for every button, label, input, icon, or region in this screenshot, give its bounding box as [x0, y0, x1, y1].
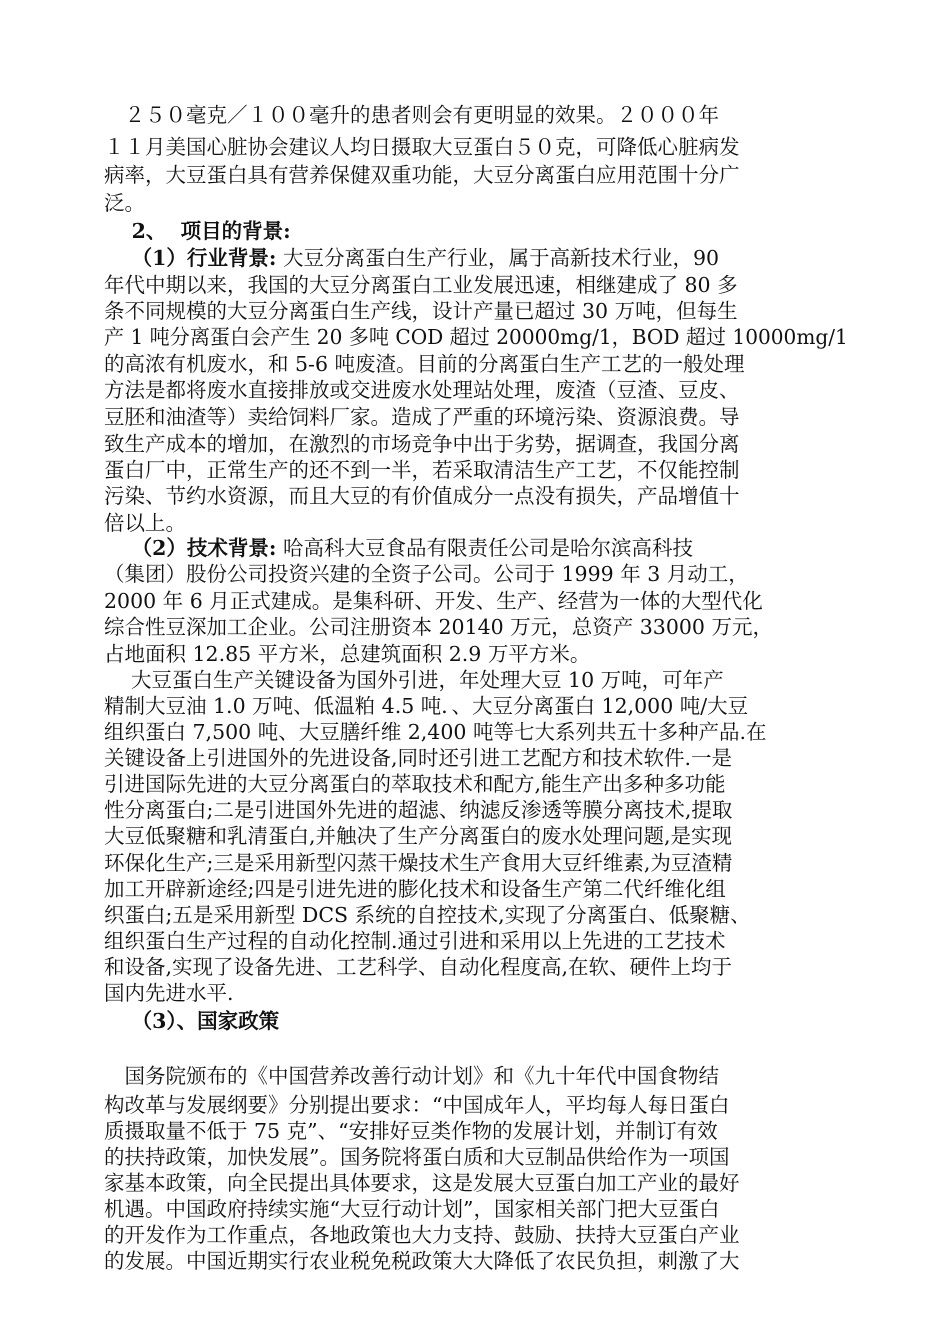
text-line [104, 535, 693, 561]
text-line: 致生产成本的增加，在激烈的市场竞争中出于劣势，据调查，我国分离 [104, 432, 740, 456]
section-heading: 2、 项目的背景: [104, 219, 291, 243]
text-line: 2000 年 6 月正式建成。是集科研、开发、生产、经营为一体的大型代化 [104, 589, 763, 613]
text-line: 占地面积 12.85 平方米，总建筑面积 2.9 万平方米。 [104, 642, 591, 666]
section-heading: （2）技术背景: [104, 536, 277, 560]
section-heading: （1）行业背景: [104, 246, 277, 270]
text-line: 家基本政策，向全民提出具体要求，这是发展大豆蛋白加工产业的最好 [104, 1171, 740, 1195]
text-segment: 大豆分离蛋白生产行业，属于高新技术行业，90 [276, 246, 720, 270]
text-line: 织蛋白;五是采用新型 DCS 系统的自控技术,实现了分离蛋白、低聚糖、 [104, 903, 751, 927]
text-line: 性分离蛋白;二是引进国外先进的超滤、纳滤反渗透等膜分离技术,提取 [104, 798, 733, 822]
text-line: 病率，大豆蛋白具有营养保健双重功能，大豆分离蛋白应用范围十分广 [104, 163, 740, 187]
text-line: 引进国际先进的大豆分离蛋白的萃取技术和配方,能生产出多种多功能 [104, 772, 726, 796]
text-line: 机遇。中国政府持续实施“大豆行动计划”，国家相关部门把大豆蛋白 [104, 1197, 720, 1221]
text-line: 和设备,实现了设备先进、工艺科学、自动化程度高,在软、硬件上均于 [104, 955, 733, 979]
text-line: 倍以上。 [104, 511, 186, 535]
text-line: （集团）股份公司投资兴建的全资子公司。公司于 1999 年 3 月动工， [104, 562, 749, 586]
text-line: 的扶持政策，加快发展”。国务院将蛋白质和大豆制品供给作为一项国 [104, 1145, 730, 1169]
text-line: 构改革与发展纲要》分别提出要求：“中国成年人，平均每人每日蛋白 [104, 1093, 730, 1117]
text-segment: 哈高科大豆食品有限责任公司是哈尔滨高科技 [276, 536, 693, 560]
text-line: ２５０毫克／１００毫升的患者则会有更明显的效果。２０００年 [104, 103, 719, 127]
text-line: 大豆蛋白生产关键设备为国外引进，年处理大豆 10 万吨，可年产 [104, 668, 724, 692]
text-line: 精制大豆油 1.0 万吨、低温粕 4.5 吨．、大豆分离蛋白 12,000 吨/大豆 [104, 694, 749, 718]
text-line: 产 1 吨分离蛋白会产生 20 多吨 COD 超过 20000mg/1，BOD 超过 10000mg/1 [104, 325, 848, 349]
section-heading: （3）、国家政策 [104, 1009, 280, 1033]
text-line: 国内先进水平. [104, 981, 234, 1005]
text-line: 的高浓有机废水，和 5-6 吨废渣。目前的分离蛋白生产工艺的一般处理 [104, 352, 745, 376]
text-line: 组织蛋白 7,500 吨、大豆膳纤维 2,400 吨等七大系列共五十多种产品.在 [104, 720, 767, 744]
text-line: 组织蛋白生产过程的自动化控制.通过引进和采用以上先进的工艺技术 [104, 929, 726, 953]
text-line: 方法是都将废水直接排放或交进废水处理站处理，废渣（豆渣、豆皮、 [104, 378, 740, 402]
text-line: 国务院颁布的《中国营养改善行动计划》和《九十年代中国食物结 [104, 1064, 719, 1088]
text-line: 泛。 [104, 191, 145, 215]
text-line: 豆胚和油渣等）卖给饲料厂家。造成了严重的环境污染、资源浪费。导 [104, 405, 740, 429]
text-line: 质摄取量不低于 75 克”、“安排好豆类作物的发展计划，并制订有效 [104, 1119, 718, 1143]
text-line: 大豆低聚糖和乳清蛋白,并触决了生产分离蛋白的废水处理问题,是实现 [104, 824, 733, 848]
text-line: 的发展。中国近期实行农业税免税政策大大降低了农民负担，刺激了大 [104, 1249, 740, 1273]
text-line: 污染、节约水资源，而且大豆的有价值成分一点没有损失，产品增值十 [104, 484, 740, 508]
text-line: 的开发作为工作重点，各地政策也大力支持、鼓励、扶持大豆蛋白产业 [104, 1223, 740, 1247]
text-line: 蛋白厂中，正常生产的还不到一半，若采取清洁生产工艺，不仅能控制 [104, 458, 740, 482]
text-line: 环保化生产;三是采用新型闪蒸干燥技术生产食用大豆纤维素,为豆渣精 [104, 851, 733, 875]
text-line: 关键设备上引进国外的先进设备,同时还引进工艺配方和技术软件.一是 [104, 746, 733, 770]
text-line: 加工开辟新途经;四是引进先进的膨化技术和设备生产第二代纤维化组 [104, 877, 726, 901]
text-line: 年代中期以来，我国的大豆分离蛋白工业发展迅速，相继建成了 80 多 [104, 273, 738, 297]
text-line: １１月美国心脏协会建议人均日摄取大豆蛋白５０克，可降低心脏病发 [104, 135, 740, 159]
text-line [104, 245, 719, 271]
text-line: 综合性豆深加工企业。公司注册资本 20140 万元，总资产 33000 万元， [104, 615, 773, 639]
text-line: 条不同规模的大豆分离蛋白生产线，设计产量已超过 30 万吨，但每生 [104, 299, 738, 323]
